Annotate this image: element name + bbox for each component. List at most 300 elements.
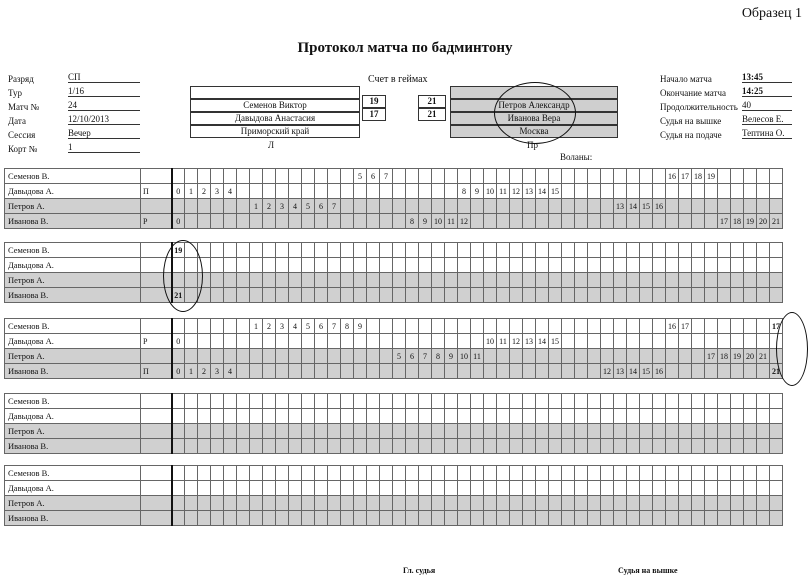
score-cell [744, 496, 757, 511]
score-cell: 3 [276, 319, 289, 334]
score-cell [250, 394, 263, 409]
score-cell: 17 [705, 349, 718, 364]
score-cell [601, 409, 614, 424]
score-cell: 8 [341, 319, 354, 334]
score-cell [237, 288, 250, 303]
score-cell [211, 424, 224, 439]
score-cell [393, 496, 406, 511]
score-cell [432, 409, 445, 424]
player-name: Иванова В. [5, 439, 141, 454]
score-cell [679, 243, 692, 258]
score-cell [224, 349, 237, 364]
score-cell [640, 273, 653, 288]
score-cell [679, 439, 692, 454]
score-cell [406, 169, 419, 184]
score-cell [705, 334, 718, 349]
score-cell [549, 319, 562, 334]
score-cell [445, 439, 458, 454]
score-cell [575, 184, 588, 199]
score-cell [458, 288, 471, 303]
score-cell [640, 481, 653, 496]
score-cell [588, 258, 601, 273]
score-cell [341, 169, 354, 184]
score-cell [237, 466, 250, 481]
score-cell [432, 496, 445, 511]
score-cell [549, 288, 562, 303]
score-cell [354, 511, 367, 526]
score-cell [172, 496, 185, 511]
score-cell [757, 243, 770, 258]
score-cell [510, 258, 523, 273]
session-label: Сессия [8, 130, 36, 140]
score-cell: 7 [328, 199, 341, 214]
score-cell [419, 258, 432, 273]
score-cell [627, 334, 640, 349]
court-value: 1 [68, 142, 140, 153]
score-cell [614, 496, 627, 511]
score-cell [198, 466, 211, 481]
score-cell [484, 394, 497, 409]
score-cell [302, 511, 315, 526]
score-cell: 16 [666, 319, 679, 334]
score-cell [705, 214, 718, 229]
score-cell [419, 243, 432, 258]
score-cell [198, 481, 211, 496]
score-cell [354, 496, 367, 511]
score-cell [653, 424, 666, 439]
score-cell: 18 [731, 214, 744, 229]
score-cell [458, 364, 471, 379]
score-cell [523, 214, 536, 229]
score-cell: 21 [770, 214, 783, 229]
score-cell: 13 [614, 199, 627, 214]
score-cell [276, 214, 289, 229]
score-cell [679, 409, 692, 424]
score-cell [211, 394, 224, 409]
score-cell [315, 258, 328, 273]
score-cell [666, 466, 679, 481]
score-cell [250, 481, 263, 496]
score-cell [380, 439, 393, 454]
score-cell [263, 364, 276, 379]
score-cell: 15 [640, 199, 653, 214]
score-cell: 0 [172, 184, 185, 199]
end-value: 14:25 [742, 86, 792, 97]
score-cell [692, 184, 705, 199]
score-cell [731, 258, 744, 273]
score-cell [627, 184, 640, 199]
score-cell [185, 481, 198, 496]
score-cell [588, 409, 601, 424]
score-cell: 13 [614, 364, 627, 379]
score-cell [354, 273, 367, 288]
score-cell [692, 364, 705, 379]
score-cell [588, 169, 601, 184]
score-cell [211, 466, 224, 481]
score-cell [523, 243, 536, 258]
score-cell [172, 394, 185, 409]
score-cell: 14 [536, 334, 549, 349]
score-cell [770, 394, 783, 409]
score-cell [315, 349, 328, 364]
score-cell [250, 496, 263, 511]
score-cell [406, 409, 419, 424]
score-cell [575, 349, 588, 364]
score-cell: 12 [510, 334, 523, 349]
date-label: Дата [8, 116, 26, 126]
score-cell [757, 258, 770, 273]
left-region: Приморский край [190, 125, 360, 138]
score-cell: 7 [328, 319, 341, 334]
score-cell [458, 334, 471, 349]
score-cell [458, 424, 471, 439]
score-cell [393, 258, 406, 273]
score-cell [705, 184, 718, 199]
score-cell [406, 424, 419, 439]
score-cell [484, 349, 497, 364]
score-cell [692, 439, 705, 454]
score-cell [237, 214, 250, 229]
score-cell [497, 273, 510, 288]
score-cell [588, 511, 601, 526]
score-cell [237, 319, 250, 334]
score-cell [549, 199, 562, 214]
score-cell [458, 394, 471, 409]
score-cell [510, 394, 523, 409]
score-cell [471, 481, 484, 496]
score-cell [692, 466, 705, 481]
score-cell: 9 [419, 214, 432, 229]
score-cell [718, 184, 731, 199]
score-cell [393, 481, 406, 496]
score-cell [406, 496, 419, 511]
score-cell [211, 199, 224, 214]
score-cell [705, 243, 718, 258]
score-cell [523, 364, 536, 379]
score-row [5, 334, 783, 349]
right-player-2: Иванова Вера [450, 112, 618, 125]
score-cell [315, 496, 328, 511]
score-cell: 9 [354, 319, 367, 334]
score-cell [302, 424, 315, 439]
score-cell [562, 466, 575, 481]
score-cell [471, 439, 484, 454]
score-cell [497, 511, 510, 526]
score-cell [276, 481, 289, 496]
score-cell [354, 424, 367, 439]
score-cell [172, 481, 185, 496]
score-cell [237, 199, 250, 214]
score-cell: 2 [263, 199, 276, 214]
score-cell [705, 466, 718, 481]
serve-tag: Р [141, 214, 172, 229]
score-cell [419, 439, 432, 454]
score-cell [718, 243, 731, 258]
score-cell [497, 481, 510, 496]
score-cell [536, 214, 549, 229]
score-cell [588, 319, 601, 334]
score-row [5, 273, 783, 288]
score-cell: 20 [757, 214, 770, 229]
score-cell [185, 439, 198, 454]
score-cell [640, 409, 653, 424]
score-cell [679, 288, 692, 303]
score-cell [263, 394, 276, 409]
score-cell [432, 184, 445, 199]
score-cell: 15 [549, 184, 562, 199]
score-cell [731, 243, 744, 258]
score-cell [185, 214, 198, 229]
player-name: Давыдова А. [5, 334, 141, 349]
score-cell [458, 258, 471, 273]
score-cell [731, 496, 744, 511]
score-cell [588, 466, 601, 481]
score-cell [497, 466, 510, 481]
score-cell [588, 424, 601, 439]
score-cell [666, 334, 679, 349]
score-cell [211, 319, 224, 334]
score-cell [653, 496, 666, 511]
game-end-circle-mark [776, 312, 808, 386]
serve-tag [141, 439, 172, 454]
winner-circle-mark [494, 82, 576, 144]
score-cell: 19 [705, 169, 718, 184]
score-cell [523, 258, 536, 273]
score-cell [341, 258, 354, 273]
score-cell: 8 [458, 184, 471, 199]
score-cell [354, 466, 367, 481]
score-cell [276, 273, 289, 288]
score-cell [432, 481, 445, 496]
score-cell [484, 288, 497, 303]
sample-label: Образец 1 [741, 6, 802, 21]
score-cell [744, 288, 757, 303]
score-cell [471, 243, 484, 258]
score-cell [185, 496, 198, 511]
score-cell [224, 243, 237, 258]
score-cell [367, 273, 380, 288]
score-cell [744, 184, 757, 199]
score-cell [250, 243, 263, 258]
score-cell [614, 214, 627, 229]
score-cell [380, 349, 393, 364]
score-cell [770, 511, 783, 526]
score-cell [471, 496, 484, 511]
score-cell: 5 [302, 199, 315, 214]
match-no-label: Матч № [8, 102, 40, 112]
score-cell [601, 288, 614, 303]
score-cell [666, 439, 679, 454]
score-cell [302, 349, 315, 364]
score-cell [185, 199, 198, 214]
score-cell: 18 [718, 349, 731, 364]
score-cell [471, 511, 484, 526]
score-cell [744, 424, 757, 439]
score-cell [367, 439, 380, 454]
score-cell [198, 349, 211, 364]
score-cell [484, 273, 497, 288]
serve-tag [141, 409, 172, 424]
score-cell [757, 409, 770, 424]
score-cell [484, 466, 497, 481]
score-cell [484, 439, 497, 454]
score-cell [588, 273, 601, 288]
score-cell [627, 258, 640, 273]
score-cell [523, 273, 536, 288]
score-cell [510, 349, 523, 364]
score-cell: 7 [419, 349, 432, 364]
score-grid-game-2 [4, 242, 783, 303]
score-cell [471, 364, 484, 379]
score-cell [393, 199, 406, 214]
score-cell [640, 214, 653, 229]
score-cell [393, 214, 406, 229]
umpire-signature-label: Судья на вышке [618, 566, 678, 575]
score-cell [276, 364, 289, 379]
score-cell [497, 214, 510, 229]
serve-tag [141, 466, 172, 481]
score-cell: 8 [432, 349, 445, 364]
score-cell: 19 [744, 214, 757, 229]
score-cell [666, 409, 679, 424]
score-row [5, 481, 783, 496]
serve-tag [141, 349, 172, 364]
score-cell [328, 481, 341, 496]
score-cell [588, 184, 601, 199]
score-cell [302, 214, 315, 229]
score-cell [341, 424, 354, 439]
score-cell [484, 424, 497, 439]
score-cell [250, 273, 263, 288]
score-cell [731, 424, 744, 439]
score-cell [757, 319, 770, 334]
score-cell [679, 511, 692, 526]
score-cell [653, 439, 666, 454]
score-cell [458, 439, 471, 454]
chief-referee-label: Гл. судья [403, 566, 436, 575]
score-cell [666, 258, 679, 273]
score-cell [302, 409, 315, 424]
score-row [5, 349, 783, 364]
score-cell [692, 334, 705, 349]
score-cell [354, 184, 367, 199]
right-player-1: Петров Александр [450, 99, 618, 112]
score-cell [250, 409, 263, 424]
score-cell: 19 [172, 243, 185, 258]
score-cell [601, 481, 614, 496]
score-cell [302, 184, 315, 199]
score-cell [237, 439, 250, 454]
score-cell [315, 243, 328, 258]
score-cell [354, 481, 367, 496]
score-cell [705, 511, 718, 526]
score-cell [471, 409, 484, 424]
score-cell: 14 [627, 364, 640, 379]
score-cell [276, 169, 289, 184]
score-cell [536, 481, 549, 496]
score-cell [406, 439, 419, 454]
score-cell [263, 511, 276, 526]
score-cell [263, 409, 276, 424]
score-cell [328, 184, 341, 199]
duration-value: 40 [742, 100, 792, 111]
player-name: Семенов В. [5, 394, 141, 409]
score-cell [692, 424, 705, 439]
score-cell [237, 496, 250, 511]
score-cell: 4 [289, 199, 302, 214]
score-cell: 5 [354, 169, 367, 184]
score-cell [185, 394, 198, 409]
score-cell [627, 319, 640, 334]
score-cell [380, 364, 393, 379]
start-value: 13:45 [742, 72, 792, 83]
score-cell [328, 424, 341, 439]
score-cell [497, 364, 510, 379]
score-cell: 1 [185, 364, 198, 379]
score-cell [289, 288, 302, 303]
score-cell [575, 394, 588, 409]
score-cell [523, 349, 536, 364]
score-cell [172, 319, 185, 334]
score-cell [718, 394, 731, 409]
score-cell [419, 481, 432, 496]
score-cell [536, 319, 549, 334]
score-cell [367, 199, 380, 214]
player-name: Семенов В. [5, 319, 141, 334]
score-cell [380, 394, 393, 409]
score-cell [640, 394, 653, 409]
score-cell [458, 511, 471, 526]
score-cell [432, 364, 445, 379]
score-cell [211, 349, 224, 364]
score-cell [289, 214, 302, 229]
rank-value: СП [68, 72, 140, 83]
score-cell [757, 273, 770, 288]
score-cell [393, 394, 406, 409]
score-cell: 10 [484, 184, 497, 199]
player-name: Семенов В. [5, 243, 141, 258]
score-cell [237, 273, 250, 288]
score-row [5, 319, 783, 334]
score-cell [627, 439, 640, 454]
score-cell [276, 496, 289, 511]
score-cell [237, 364, 250, 379]
score-cell [406, 243, 419, 258]
score-cell [510, 288, 523, 303]
score-cell [250, 214, 263, 229]
score-cell [354, 334, 367, 349]
score-cell [601, 319, 614, 334]
score-cell [588, 199, 601, 214]
score-cell [263, 424, 276, 439]
score-cell [692, 288, 705, 303]
score-cell [224, 319, 237, 334]
score-cell [432, 424, 445, 439]
player-name: Иванова В. [5, 511, 141, 526]
score-cell [575, 199, 588, 214]
left-side: Л [268, 140, 275, 150]
score-cell [432, 169, 445, 184]
score-cell [549, 214, 562, 229]
score-cell [601, 199, 614, 214]
score-cell: 5 [393, 349, 406, 364]
score-cell [276, 439, 289, 454]
score-row [5, 424, 783, 439]
score-cell [627, 288, 640, 303]
score-cell [315, 424, 328, 439]
score-cell [393, 184, 406, 199]
score-cell [172, 466, 185, 481]
